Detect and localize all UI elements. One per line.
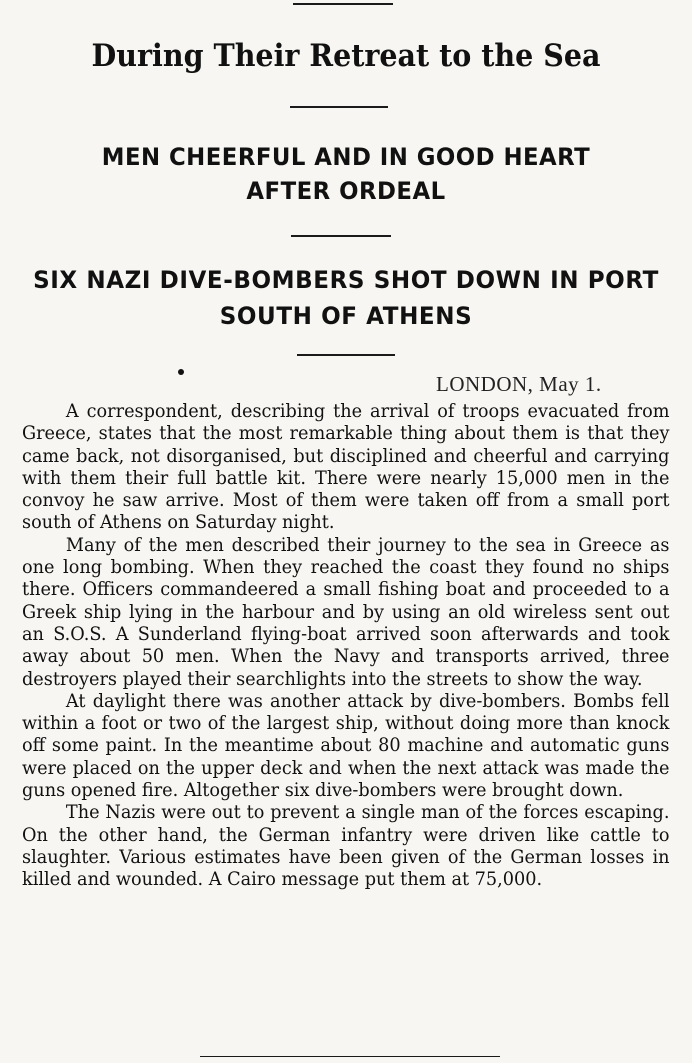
- article-paragraph-4: The Nazis were out to prevent a single man of the forces escaping. On the other hand, the German infantry were driven like cattle to slaughter. Various estimates have been given of the German losses in killed and wounded. A Cairo message put them at 75,000.: [22, 802, 670, 891]
- deck-headline: [14, 262, 678, 334]
- divider-rule-1: [290, 106, 388, 108]
- divider-rule-3: [297, 354, 395, 356]
- dateline: LONDON, May 1.: [436, 372, 602, 396]
- subheadline-text: MEN CHEERFUL AND IN GOOD HEART AFTER ORDEAL: [101, 143, 591, 205]
- article-paragraph-3: At daylight there was another attack by dive-bombers. Bombs fell within a foot or two of the largest ship, without doing more than knock off some paint. In the meantime about 80 machine and automatic guns were placed on the upper deck and when the next attack was made the guns opened fire. Altogether six dive-bombers were brought down.: [22, 690, 670, 802]
- deck-headline-text: SIX NAZI DIVE-BOMBERS SHOT DOWN IN PORT SOUTH OF ATHENS: [33, 266, 659, 330]
- top-rule: [293, 3, 393, 5]
- divider-rule-2: [291, 235, 391, 237]
- ink-speck: [178, 369, 184, 375]
- bottom-rule: [200, 1056, 500, 1057]
- article-body: [22, 401, 669, 892]
- headline: During Their Retreat to the Sea: [91, 38, 601, 74]
- subheadline: [17, 140, 674, 208]
- article-paragraph-1: A correspondent, describing the arrival of troops evacuated from Greece, states that the most remarkable thing about them is that they came back, not disorganised, but disciplined and cheerful and carrying with them their full battle kit. There were nearly 15,000 men in the convoy he saw arrive. Most of them were taken off from a small port south of Athens on Saturday night.: [22, 401, 670, 534]
- article-paragraph-2: Many of the men described their journey to the sea in Greece as one long bombing. When they reached the coast they found no ships there. Officers commandeered a small fishing boat and proceeded to a Greek ship lying in the harbour and by using an old wireless sent out an S.O.S. A Sunderland flying-boat arrived soon afterwards and took away about 50 men. When the Navy and transports arrived, three destroyers played their searchlights into the streets to show the way.: [22, 534, 670, 690]
